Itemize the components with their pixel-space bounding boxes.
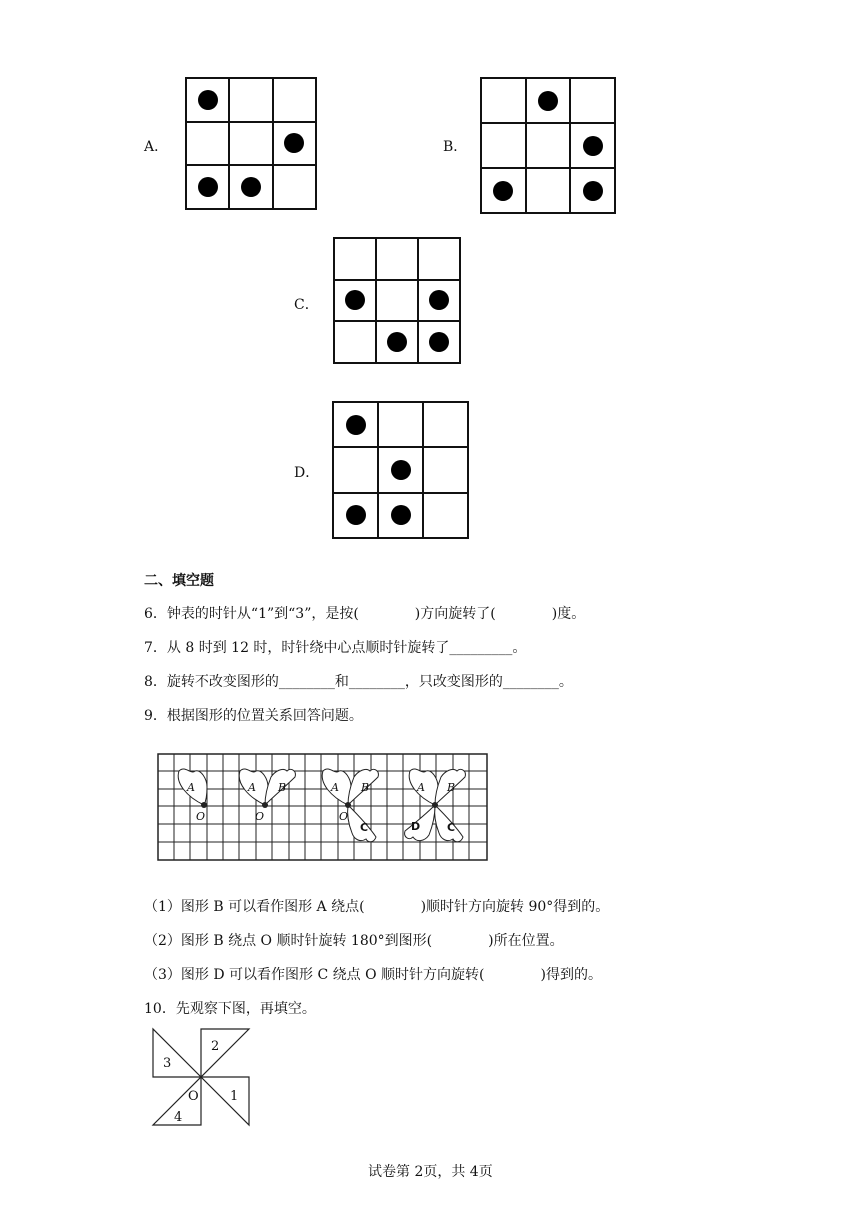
grid-cell <box>186 122 229 166</box>
grid-cell <box>229 165 272 209</box>
grid-cell <box>481 168 526 213</box>
grid-cell <box>229 78 272 122</box>
grid-cell <box>481 123 526 168</box>
grid-cell <box>334 280 376 322</box>
label-a3: A <box>331 781 339 794</box>
black-dot <box>583 136 603 156</box>
black-dot <box>241 177 261 197</box>
grid-cell <box>418 280 460 322</box>
option-c-label: C． <box>294 297 319 313</box>
black-dot <box>346 415 366 435</box>
grid-cell <box>186 78 229 122</box>
black-dot <box>391 460 411 480</box>
black-dot <box>284 133 304 153</box>
question-9: 9．根据图形的位置关系回答问题。 <box>144 708 363 724</box>
section-title: 二、填空题 <box>144 573 214 589</box>
label-d4: D <box>411 820 421 833</box>
option-d-grid <box>332 401 469 539</box>
option-a-grid <box>185 77 317 210</box>
pinwheel-label-o: O <box>188 1089 199 1104</box>
black-dot <box>429 290 449 310</box>
grid-cell <box>570 123 615 168</box>
option-c-grid <box>333 237 461 364</box>
grid-cell <box>526 123 571 168</box>
label-c3: C <box>360 821 369 834</box>
label-a2: A <box>248 781 256 794</box>
question-8: 8．旋转不改变图形的________和________，只改变图形的________。 <box>144 674 573 690</box>
question-7: 7．从 8 时到 12 时，时针绕中心点顺时针旋转了_________。 <box>144 640 527 656</box>
label-a1: A <box>187 781 195 794</box>
grid-cell <box>418 238 460 280</box>
black-dot <box>345 290 365 310</box>
grid-cell <box>376 321 418 363</box>
grid-cell <box>423 447 468 492</box>
option-b-label: B． <box>443 139 468 155</box>
label-o2: O <box>255 810 265 823</box>
grid-cell <box>273 122 316 166</box>
label-b3: B <box>361 781 370 794</box>
grid-cell <box>378 493 423 538</box>
grid-cell <box>376 238 418 280</box>
question-9-part-1: （1）图形 B 可以看作图形 A 绕点( )顺时针方向旋转 90°得到的。 <box>144 899 610 915</box>
pinwheel-label-1: 1 <box>230 1089 239 1104</box>
label-c4: C <box>447 821 456 834</box>
page-footer: 试卷第 2页，共 4页 <box>368 1164 493 1180</box>
flower-rotation-figure <box>157 753 489 863</box>
black-dot <box>198 90 218 110</box>
black-dot <box>346 505 366 525</box>
label-b4: B <box>447 781 456 794</box>
grid-cell <box>570 78 615 123</box>
black-dot <box>198 177 218 197</box>
grid-cell <box>333 447 378 492</box>
option-b-grid <box>480 77 616 214</box>
black-dot <box>387 332 407 352</box>
pinwheel-figure <box>148 1025 254 1129</box>
grid-cell <box>334 238 376 280</box>
grid-cell <box>229 122 272 166</box>
grid-cell <box>526 168 571 213</box>
black-dot <box>493 181 513 201</box>
grid-cell <box>570 168 615 213</box>
grid-cell <box>333 402 378 447</box>
pinwheel-label-2: 2 <box>211 1039 220 1054</box>
grid-cell <box>334 321 376 363</box>
grid-cell <box>418 321 460 363</box>
option-d-label: D． <box>294 465 320 481</box>
black-dot <box>538 91 558 111</box>
question-9-part-2: （2）图形 B 绕点 O 顺时针旋转 180°到图形( )所在位置。 <box>144 933 564 949</box>
label-o3: O <box>339 810 349 823</box>
question-9-part-3: （3）图形 D 可以看作图形 C 绕点 O 顺时针方向旋转( )得到的。 <box>144 967 602 983</box>
grid-cell <box>378 402 423 447</box>
pinwheel-label-4: 4 <box>174 1110 183 1125</box>
grid-cell <box>423 493 468 538</box>
black-dot <box>429 332 449 352</box>
grid-cell <box>423 402 468 447</box>
grid-cell <box>186 165 229 209</box>
black-dot <box>391 505 411 525</box>
question-6: 6．钟表的时针从“1”到“3”，是按( )方向旋转了( )度。 <box>144 606 586 622</box>
question-10: 10．先观察下图，再填空。 <box>144 1001 316 1017</box>
grid-cell <box>378 447 423 492</box>
grid-cell <box>376 280 418 322</box>
grid-cell <box>273 165 316 209</box>
grid-cell <box>481 78 526 123</box>
grid-cell <box>333 493 378 538</box>
grid-cell <box>273 78 316 122</box>
label-o1: O <box>196 810 206 823</box>
label-a4: A <box>417 781 425 794</box>
grid-cell <box>526 78 571 123</box>
black-dot <box>583 181 603 201</box>
pinwheel-label-3: 3 <box>163 1056 172 1071</box>
option-a-label: A． <box>144 139 169 155</box>
label-b2: B <box>278 781 287 794</box>
